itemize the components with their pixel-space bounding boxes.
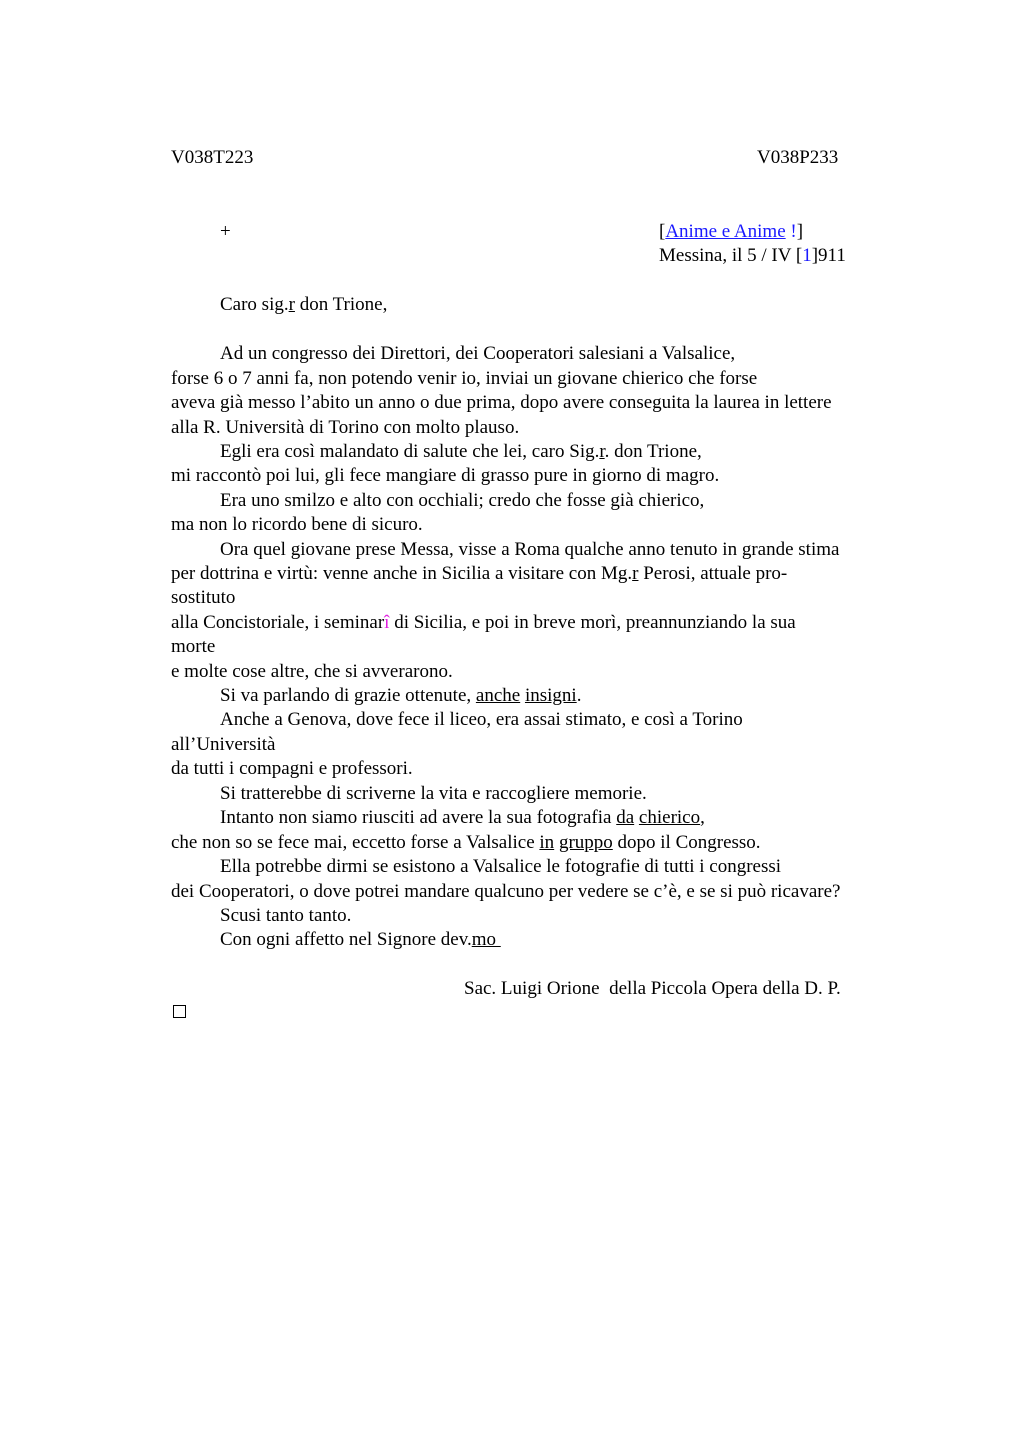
body-line: dei Cooperatori, o dove potrei mandare qualcuno per vedere se c’è, e se si può ricavare? bbox=[171, 881, 841, 902]
underlined-text: r bbox=[632, 563, 639, 584]
letter-title bbox=[659, 220, 803, 244]
signature: Sac. Luigi Orione della Piccola Opera della D. P. bbox=[464, 978, 841, 999]
underlined-text: da bbox=[616, 807, 635, 828]
body-line: ma non lo ricordo bene di sicuro. bbox=[171, 514, 423, 535]
greeting bbox=[220, 293, 387, 317]
body-line: sostituto bbox=[171, 587, 236, 608]
body-line: mi raccontò poi lui, gli fece mangiare di grasso pure in giorno di magro. bbox=[171, 465, 720, 486]
underlined-text: mo bbox=[471, 929, 501, 950]
place-date-suffix: ]911 bbox=[811, 245, 846, 266]
body-line bbox=[220, 806, 705, 830]
text-run: dopo il Congresso. bbox=[612, 832, 761, 853]
text-run: Perosi, attuale pro- bbox=[638, 563, 788, 584]
underlined-text: chierico bbox=[638, 807, 701, 828]
closing-line bbox=[220, 928, 501, 952]
body-line: Era uno smilzo e alto con occhiali; credo che fosse già chierico, bbox=[220, 490, 705, 511]
body-line: all’Università bbox=[171, 734, 276, 755]
body-line: morte bbox=[171, 636, 216, 657]
greeting-post: don Trione, bbox=[294, 294, 388, 315]
text-run: alla Concistoriale, i seminar bbox=[171, 612, 385, 633]
year-digit: 1 bbox=[802, 245, 812, 266]
underlined-text: gruppo bbox=[558, 832, 613, 853]
text-run: Con ogni affetto nel Signore dev. bbox=[220, 929, 472, 950]
highlighted-char: î bbox=[384, 612, 390, 633]
title-exclaim: ! bbox=[790, 221, 797, 242]
body-line: forse 6 o 7 anni fa, non potendo venir io, inviai un giovane chierico che forse bbox=[171, 368, 758, 389]
body-line: Ora quel giovane prese Messa, visse a Roma qualche anno tenuto in grande stima bbox=[220, 539, 840, 560]
underlined-text: in bbox=[539, 832, 555, 853]
body-line: Ella potrebbe dirmi se esistono a Valsalice le fotografie di tutti i congressi bbox=[220, 856, 782, 877]
greeting-pre: Caro sig. bbox=[220, 294, 289, 315]
bracket-open: [ bbox=[659, 221, 666, 242]
text-run: Si va parlando di grazie ottenute, bbox=[220, 685, 476, 706]
body-line: Si tratterebbe di scriverne la vita e raccogliere memorie. bbox=[220, 783, 647, 804]
checkbox-icon[interactable] bbox=[173, 1005, 186, 1018]
text-run: Intanto non siamo riusciti ad avere la sua fotografia bbox=[220, 807, 617, 828]
underlined-text: insigni bbox=[524, 685, 577, 706]
body-line: Ad un congresso dei Direttori, dei Cooperatori salesiani a Valsalice, bbox=[220, 343, 736, 364]
body-line: Anche a Genova, dove fece il liceo, era assai stimato, e così a Torino bbox=[220, 709, 743, 730]
place-date bbox=[659, 244, 846, 268]
greeting-abbrev: r bbox=[288, 294, 295, 315]
doc-code-left: V038T223 bbox=[171, 147, 254, 168]
bracket-close: ] bbox=[796, 221, 804, 242]
text-run: di Sicilia, e poi in breve morì, preannunziando la sua bbox=[389, 612, 796, 633]
body-line bbox=[171, 831, 761, 855]
text-run: per dottrina e virtù: venne anche in Sicilia a visitare con Mg. bbox=[171, 563, 633, 584]
place-date-prefix: Messina, il 5 / IV [ bbox=[659, 245, 803, 266]
body-line bbox=[220, 440, 702, 464]
text-run: Egli era così malandato di salute che lei, caro Sig. bbox=[220, 441, 600, 462]
body-line: da tutti i compagni e professori. bbox=[171, 758, 413, 779]
body-line bbox=[171, 611, 796, 635]
body-line: Scusi tanto tanto. bbox=[220, 905, 352, 926]
title-link[interactable]: Anime e Anime bbox=[665, 221, 786, 242]
body-line: aveva già messo l’abito un anno o due prima, dopo avere conseguita la laurea in lettere bbox=[171, 392, 832, 413]
body-line bbox=[171, 562, 787, 586]
body-line: e molte cose altre, che si avverarono. bbox=[171, 661, 453, 682]
body-line: alla R. Università di Torino con molto plauso. bbox=[171, 417, 520, 438]
doc-code-right: V038P233 bbox=[757, 147, 839, 168]
underlined-text: r bbox=[599, 441, 605, 462]
underlined-text: anche bbox=[475, 685, 521, 706]
cross-mark: + bbox=[220, 221, 231, 242]
text-run: , bbox=[700, 807, 705, 828]
text-run: che non so se fece mai, eccetto forse a Valsalice bbox=[171, 832, 540, 853]
text-run: . bbox=[576, 685, 582, 706]
body-line bbox=[220, 684, 581, 708]
text-run: . don Trione, bbox=[604, 441, 702, 462]
